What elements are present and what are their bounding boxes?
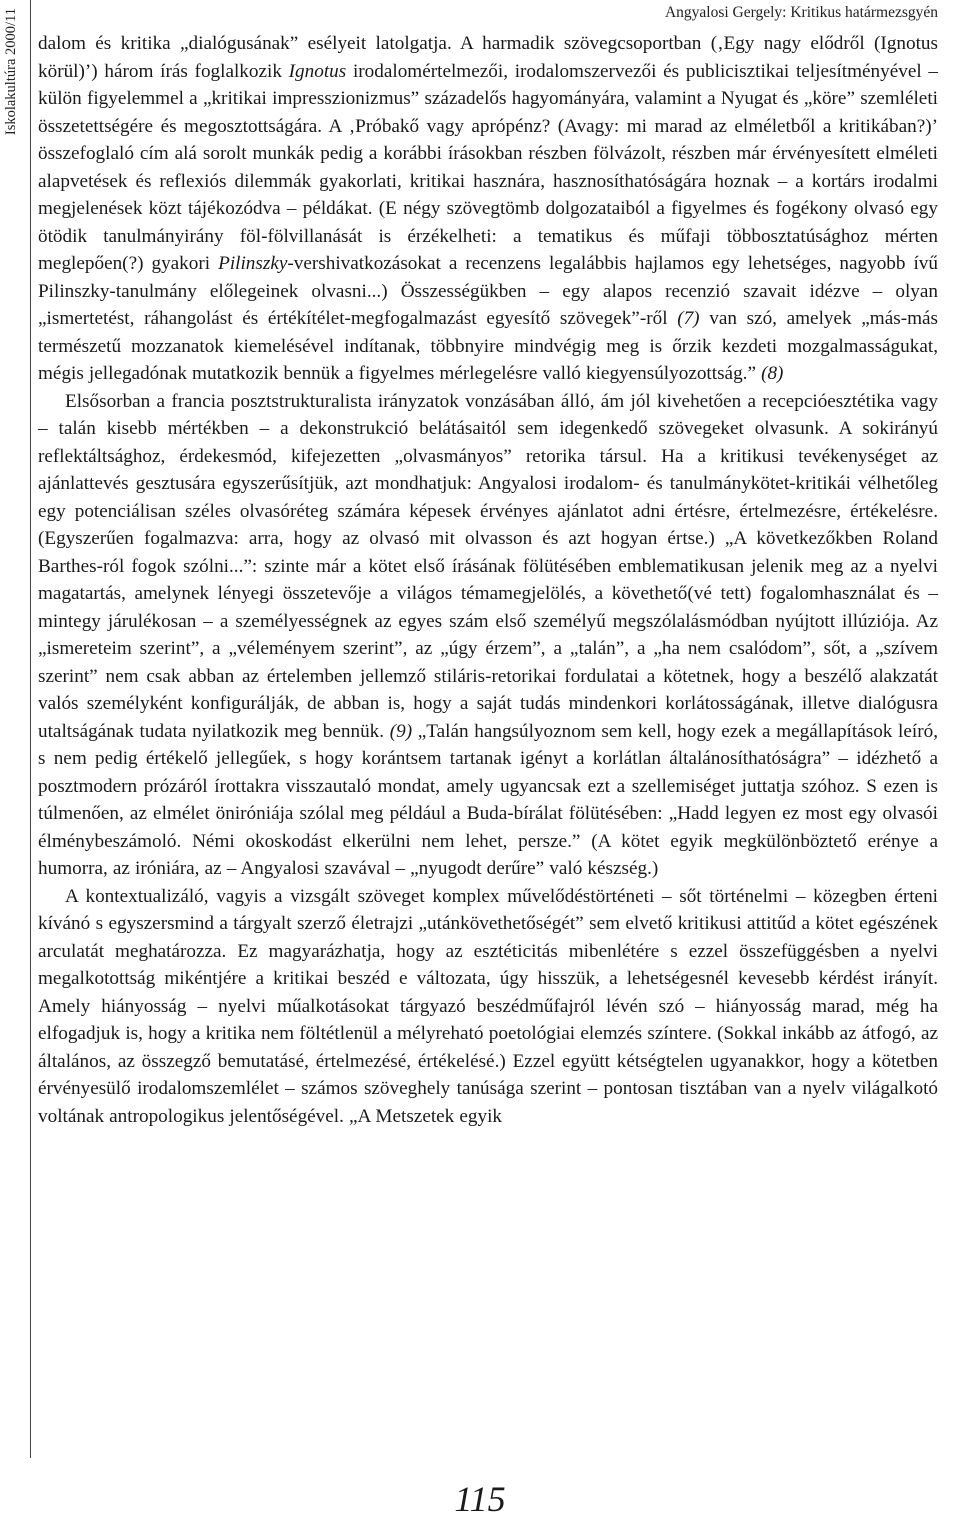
running-head: Angyalosi Gergely: Kritikus határmezsgyén [664, 4, 938, 21]
text-run: A kontextualizáló, vagyis a vizsgált szöveget komplex művelődéstörténeti – sőt történelmi – közegben érteni kívánó s egyszersmind a tárgyalt szerző életrajzi „utánkövethetőségét” sem elvető kritikusi attitűd a kötet egészének arculatát meghatározza. Ez magyarázhatja, hogy az esztéticitás mibenlétére s ezzel összefüggésben a nyelvi megalkotottság mikéntjére a kritikai beszéd e változata, úgy hisszük, a lehetségesnél kevesebb kérdést irányít. Amely hiányosság – nyelvi műalkotásokat tárgyazó beszédműfajról lévén szó – hiányosság marad, még ha elfogadjuk is, hogy a kritika nem föltétlenül a mélyreható poetológiai elemzés színtere. (Sokkal inkább az átfogó, az általános, az összegző bemutatásé, értelmezésé, értékelésé.) Ezzel együtt kétségtelen ugyanakkor, hogy a kötetben érvényesülő irodalomszemlélet – számos szöveghely tanúsága szerint – pontosan tisztában van a nyelv világalkotó voltának antropologikus jelentőségével. „A Metszetek egyik [38, 885, 938, 1127]
article-body [38, 30, 938, 1130]
italic-run: (8) [761, 363, 784, 384]
paragraph [38, 30, 938, 388]
text-run: -vershivatkozásokat a recenzens legalábbis hajlamos egy lehetséges, nagyobb ívű Pilinszky-tanulmány előlegeinek olvasni...) Összességükben – egy alapos recenzió szavait idézve – olyan „ismertetést, ráhangolást és értékítélet-megfogalmazást egyesítő szövegek”-ről [38, 253, 938, 329]
italic-run: (7) [677, 308, 700, 329]
journal-margin-label: Iskolakultúra 2000/11 [3, 8, 19, 136]
paragraph [38, 388, 938, 883]
text-run: dalom és kritika „dialógusának” esélyeit latolgatja. A harmadik szövegcsoportban (‚Egy nagy elődről (Ignotus körül)’) három írás foglalkozik [38, 33, 938, 82]
text-run: Elsősorban a francia posztstrukturalista irányzatok vonzásában álló, ám jól kivehetően a recepcióesztétika vagy – talán kisebb mértékben – a dekonstrukció belátásaitól sem idegenkedő szövegeket olvasunk. A sokirányú reflektáltsághoz, érdekesmód, kifejezetten „olvasmányos” retorika társul. Ha a kritikusi tevékenységet az ajánlattevés gesztusára egyszerűsítjük, azt mondhatjuk: Angyalosi irodalom- és tanulmánykötet-kritikái vélhetőleg egy potenciálisan széles olvasóréteg számára képesek érvényes ajánlatot adni értésre, értelmezésre, értékelésre. (Egyszerűen fogalmazva: arra, hogy az olvasó mit olvasson és azt hogyan értse.) „A következőkben Roland Barthes-ról fogok szólni...”: szinte már a kötet első írásának fölütésében emblematikusan jelenik meg az a nyelvi magatartás, amelynek lényegi összetevője a világos témamegjelölés, a követhető(vé tett) fogalomhasználat és – mintegy járulékosan – a személyességnek az egyes szám első személyű megszólalásmódban nyújtott illúziója. Az „ismereteim szerint”, a „véleményem szerint”, az „úgy érzem”, a „talán”, a „ha nem csalódom”, sőt, a „szívem szerint” nem csak abban az értelemben jellemző stiláris-retorikai fordulatai a kötetnek, hogy a beszélő alakzatát valós személyként konfigurálják, de abban is, hogy a saját tudás mindenkori korlátosságának, illetve dialógusra utaltságának tudata nyilatkozik meg bennük. [38, 390, 938, 742]
paragraph [38, 883, 938, 1131]
margin-bar [0, 0, 31, 1458]
text-run: „Talán hangsúlyoznom sem kell, hogy ezek a megállapítások leíró, s nem pedig értékelő jellegűek, s hogy korántsem tartanak igényt a korlátlan általánosíthatóságra” – idézhető a posztmodern prózáról írottakra visszautaló mondat, amely ugyancsak ezt a szellemiséget juttatja szóhoz. S ezen is túlmenően, az elmélet öniróniája szólal meg például a Buda-bírálat fölütésében: „Hadd legyen ez most egy olvasói élménybeszámoló. Némi okoskodást elkerülni nem lehet, persze.” (A kötet egyik megkülönböztető erénye a humorra, az iróniára, az – Angyalosi szavával – „nyugodt derűre” való készség.) [38, 720, 938, 879]
italic-run: Pilinszky [218, 253, 288, 274]
page-number: 115 [454, 1479, 506, 1519]
italic-run: (9) [389, 720, 413, 742]
text-run: irodalomértelmezői, irodalomszervezői és publicisztikai teljesítményével – külön figyelemmel a „kritikai impresszionizmus” századelős hagyományára, valamint a Nyugat és „köre” szemléleti összetettségére és megosztottságára. A ‚Próbakő vagy aprópénz? (Avagy: mi marad az elméletből a kritikában?)’ összefoglaló cím alá sorolt munkák pedig a korábbi írásokban részben fölvázolt, részben már érvényesített elméleti alapvetések és reflexiós dilemmák gyakorlati, kritikai hasznára, hasznosíthatóságára hoznak – a kortárs irodalmi megjelenések közt tájékozódva – példákat. (E négy szövegtömb dolgozataiból a figyelmes és fogékony olvasó egy ötödik tanulmányirány föl-fölvillanását is érzékelheti: a tematikus és műfaji többosztatúsághoz mérten meglepően(?) gyakori [38, 60, 939, 274]
italic-run: Ignotus [288, 60, 347, 82]
text-run: van szó, amelyek „más-más természetű mozzanatok kiemelésével indítanak, többnyire mindvégig meg is őrzik kezdeti mozgalmasságukat, mégis jellegadónak mutatkozik bennük a figyelmes mérlegelésre valló kiegyensúlyozottság.” [38, 308, 938, 384]
